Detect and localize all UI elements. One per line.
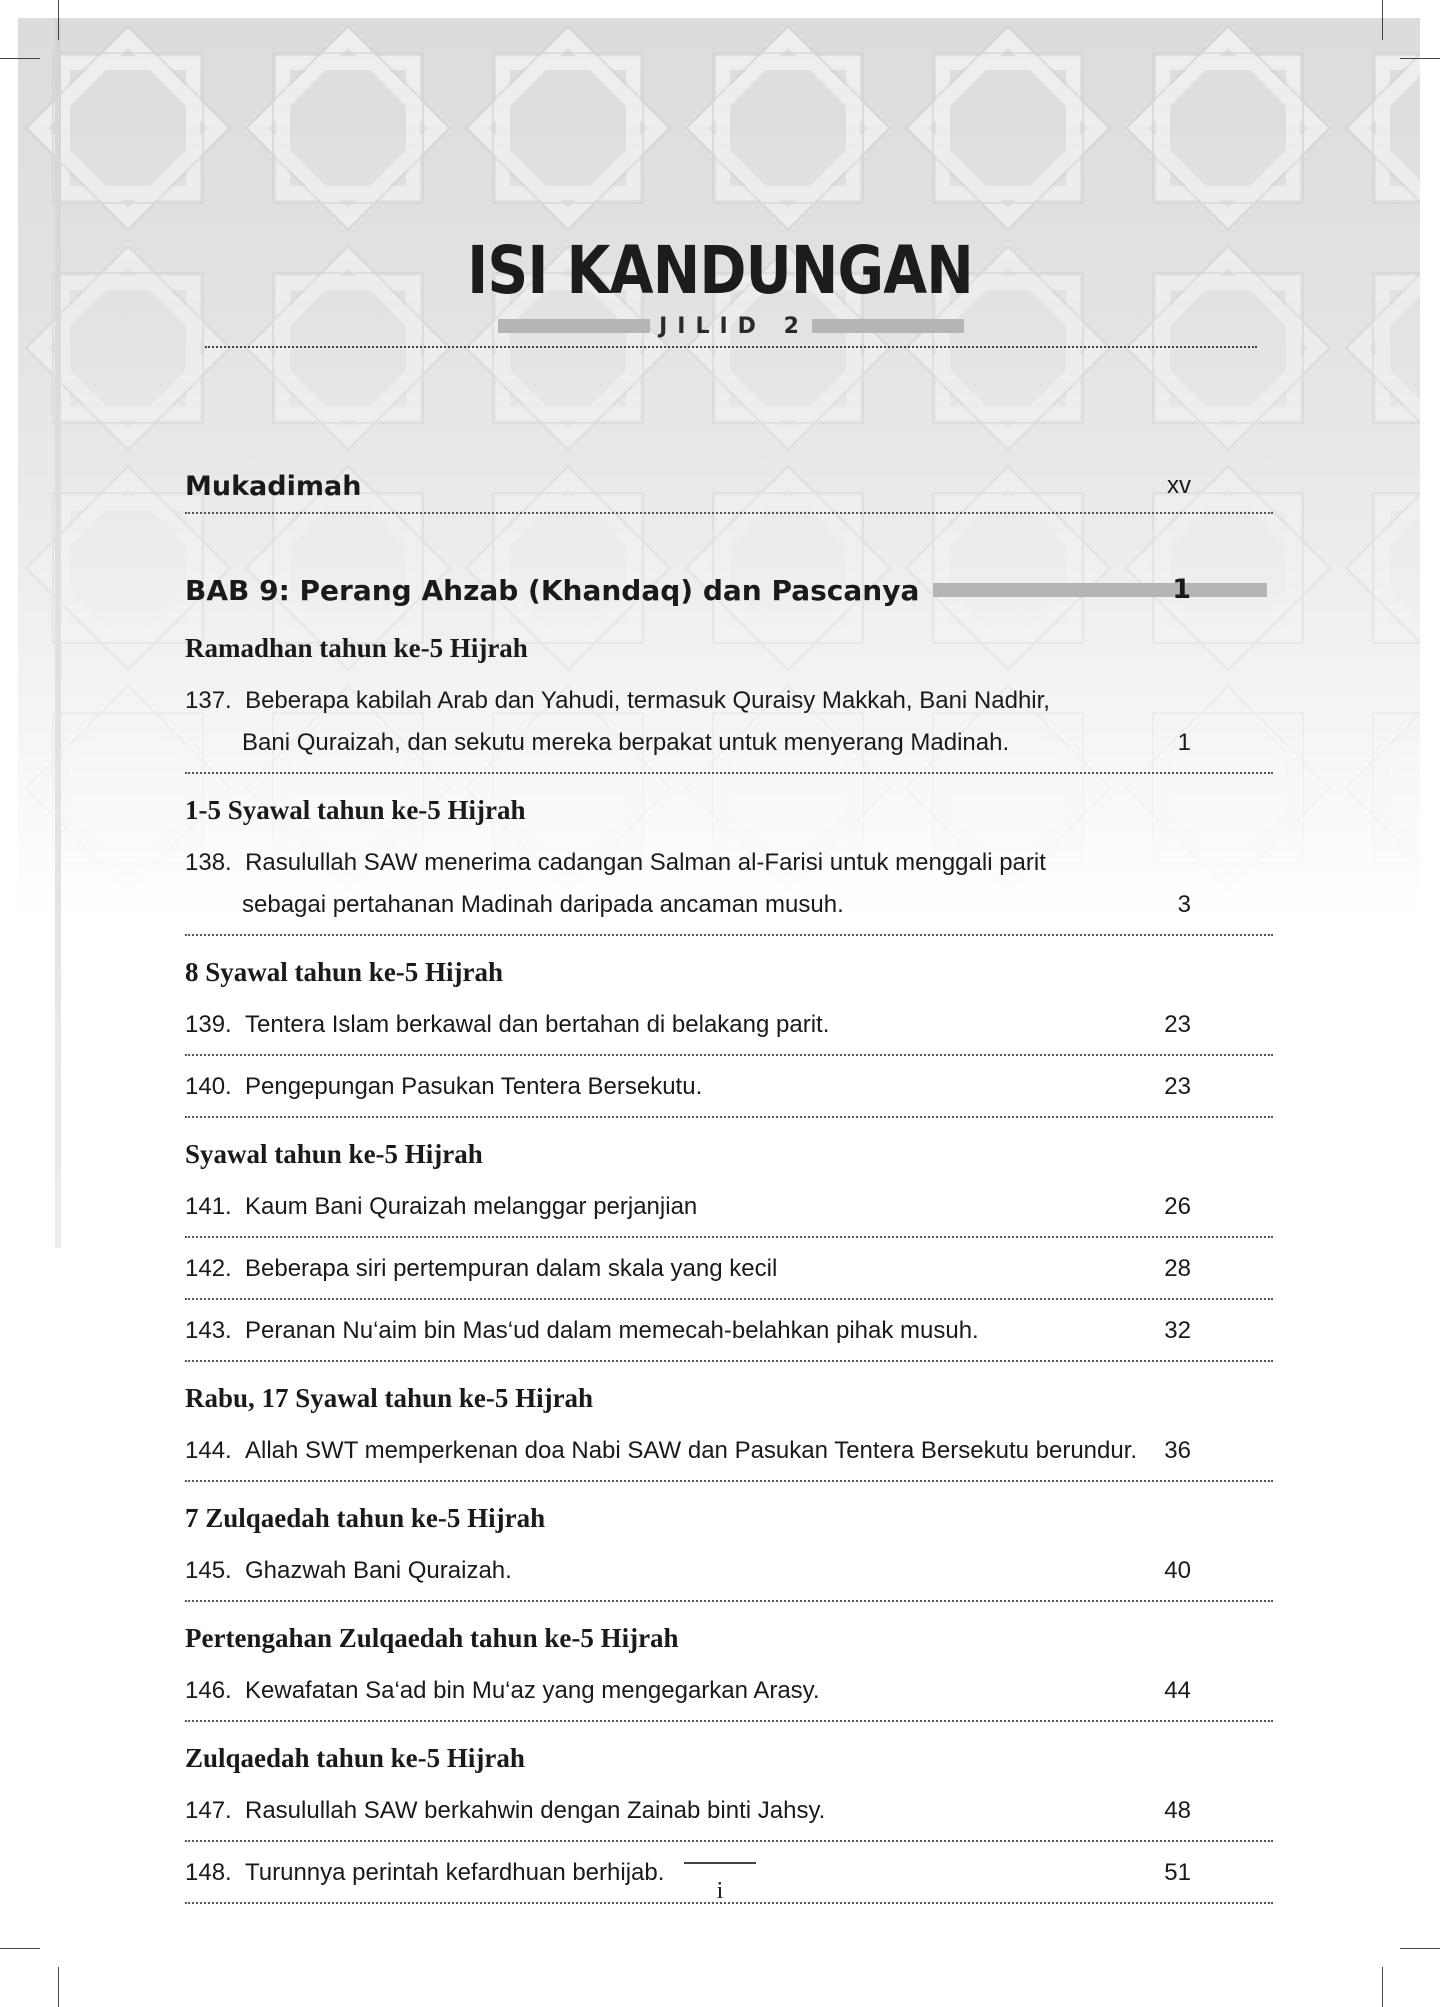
entry-text: Rasulullah SAW berkahwin dengan Zainab binti Jahsy. bbox=[245, 1797, 826, 1824]
toc-mukadimah[interactable] bbox=[185, 460, 1273, 514]
folio-rule bbox=[684, 1862, 756, 1864]
crop-mark bbox=[0, 1948, 40, 1949]
section-heading: 1-5 Syawal tahun ke-5 Hijrah bbox=[185, 795, 526, 825]
entry-page: 1 bbox=[1177, 729, 1191, 756]
entry-page: 51 bbox=[1164, 1859, 1191, 1886]
title-divider bbox=[205, 346, 1257, 348]
toc-entry[interactable] bbox=[185, 1300, 1273, 1362]
section-heading: 7 Zulqaedah tahun ke-5 Hijrah bbox=[185, 1503, 546, 1533]
toc-entry[interactable] bbox=[185, 1056, 1273, 1118]
chapter-page: 1 bbox=[1172, 574, 1191, 605]
toc-entry[interactable] bbox=[185, 994, 1273, 1056]
entry-number: 143. bbox=[185, 1317, 232, 1344]
section-heading: Zulqaedah tahun ke-5 Hijrah bbox=[185, 1743, 525, 1773]
volume-subtitle: JILID 2 bbox=[659, 313, 809, 339]
crop-mark bbox=[58, 0, 59, 40]
section-heading: 8 Syawal tahun ke-5 Hijrah bbox=[185, 957, 504, 987]
subtitle-row bbox=[498, 308, 964, 344]
table-of-contents bbox=[185, 460, 1273, 1904]
crop-mark bbox=[1382, 0, 1383, 40]
section-heading: Rabu, 17 Syawal tahun ke-5 Hijrah bbox=[185, 1383, 594, 1413]
subtitle-bar-right bbox=[812, 319, 964, 333]
entry-number: 142. bbox=[185, 1255, 232, 1282]
entry-text: Tentera Islam berkawal dan bertahan di belakang parit. bbox=[245, 1011, 830, 1038]
entry-page: 26 bbox=[1164, 1193, 1191, 1220]
chapter-bar bbox=[933, 583, 1267, 597]
page-number: i bbox=[716, 1878, 724, 1904]
toc-chapter[interactable] bbox=[185, 568, 1273, 612]
crop-mark bbox=[1400, 58, 1440, 59]
entry-number: 146. bbox=[185, 1677, 232, 1704]
entry-text-continued: Bani Quraizah, dan sekutu mereka berpakat untuk menyerang Madinah. bbox=[242, 729, 1010, 756]
crop-mark bbox=[1382, 1967, 1383, 2007]
toc-entry[interactable] bbox=[185, 1176, 1273, 1238]
toc-entry[interactable] bbox=[185, 1660, 1273, 1722]
entry-text: Turunnya perintah kefardhuan berhijab. bbox=[245, 1859, 665, 1886]
toc-entry[interactable] bbox=[185, 1238, 1273, 1300]
entry-number: 138. bbox=[185, 849, 232, 876]
entry-page: 32 bbox=[1164, 1317, 1191, 1344]
toc-entry[interactable] bbox=[185, 1540, 1273, 1602]
entry-text-continued: sebagai pertahanan Madinah daripada ancaman musuh. bbox=[242, 891, 844, 918]
entry-page: 48 bbox=[1164, 1797, 1191, 1824]
entry-page: 44 bbox=[1164, 1677, 1191, 1704]
mukadimah-page: xv bbox=[1167, 472, 1191, 499]
crop-mark bbox=[0, 58, 40, 59]
entry-page: 3 bbox=[1177, 891, 1191, 918]
toc-entry[interactable] bbox=[185, 832, 1273, 936]
toc-entry[interactable] bbox=[185, 670, 1273, 774]
entry-page: 23 bbox=[1164, 1011, 1191, 1038]
toc-entry[interactable] bbox=[185, 1780, 1273, 1842]
section-heading: Syawal tahun ke-5 Hijrah bbox=[185, 1139, 483, 1169]
entry-page: 28 bbox=[1164, 1255, 1191, 1282]
chapter-label: BAB 9: Perang Ahzab (Khandaq) dan Pascanya bbox=[185, 573, 920, 607]
entry-text: Ghazwah Bani Quraizah. bbox=[245, 1557, 512, 1584]
entry-number: 140. bbox=[185, 1073, 232, 1100]
entry-text: Rasulullah SAW menerima cadangan Salman al-Farisi untuk menggali parit bbox=[245, 849, 1046, 876]
entry-number: 148. bbox=[185, 1859, 232, 1886]
mukadimah-label: Mukadimah bbox=[185, 470, 362, 502]
entry-number: 139. bbox=[185, 1011, 232, 1038]
entry-text: Peranan Nu‘aim bin Mas‘ud dalam memecah-belahkan pihak musuh. bbox=[245, 1317, 979, 1344]
toc-entry[interactable] bbox=[185, 1420, 1273, 1482]
entry-text: Beberapa siri pertempuran dalam skala yang kecil bbox=[245, 1255, 778, 1282]
entry-number: 147. bbox=[185, 1797, 232, 1824]
entry-text: Allah SWT memperkenan doa Nabi SAW dan Pasukan Tentera Bersekutu berundur. bbox=[245, 1437, 1138, 1464]
entry-text: Beberapa kabilah Arab dan Yahudi, termasuk Quraisy Makkah, Bani Nadhir, bbox=[245, 687, 1050, 714]
entry-number: 145. bbox=[185, 1557, 232, 1584]
entry-text: Kaum Bani Quraizah melanggar perjanjian bbox=[245, 1193, 698, 1220]
entry-number: 144. bbox=[185, 1437, 232, 1464]
entry-text: Pengepungan Pasukan Tentera Bersekutu. bbox=[245, 1073, 703, 1100]
entry-number: 141. bbox=[185, 1193, 232, 1220]
page-title: ISI KANDUNGAN bbox=[467, 232, 973, 309]
entry-number: 137. bbox=[185, 687, 232, 714]
entry-page: 36 bbox=[1164, 1437, 1191, 1464]
binding-strip bbox=[55, 18, 61, 1248]
crop-mark bbox=[58, 1967, 59, 2007]
subtitle-bar-left bbox=[498, 319, 650, 333]
crop-mark bbox=[1400, 1948, 1440, 1949]
section-heading: Ramadhan tahun ke-5 Hijrah bbox=[185, 633, 528, 663]
entry-text: Kewafatan Sa‘ad bin Mu‘az yang mengegarkan Arasy. bbox=[245, 1677, 820, 1704]
entry-page: 23 bbox=[1164, 1073, 1191, 1100]
section-heading: Pertengahan Zulqaedah tahun ke-5 Hijrah bbox=[185, 1623, 679, 1653]
entry-page: 40 bbox=[1164, 1557, 1191, 1584]
